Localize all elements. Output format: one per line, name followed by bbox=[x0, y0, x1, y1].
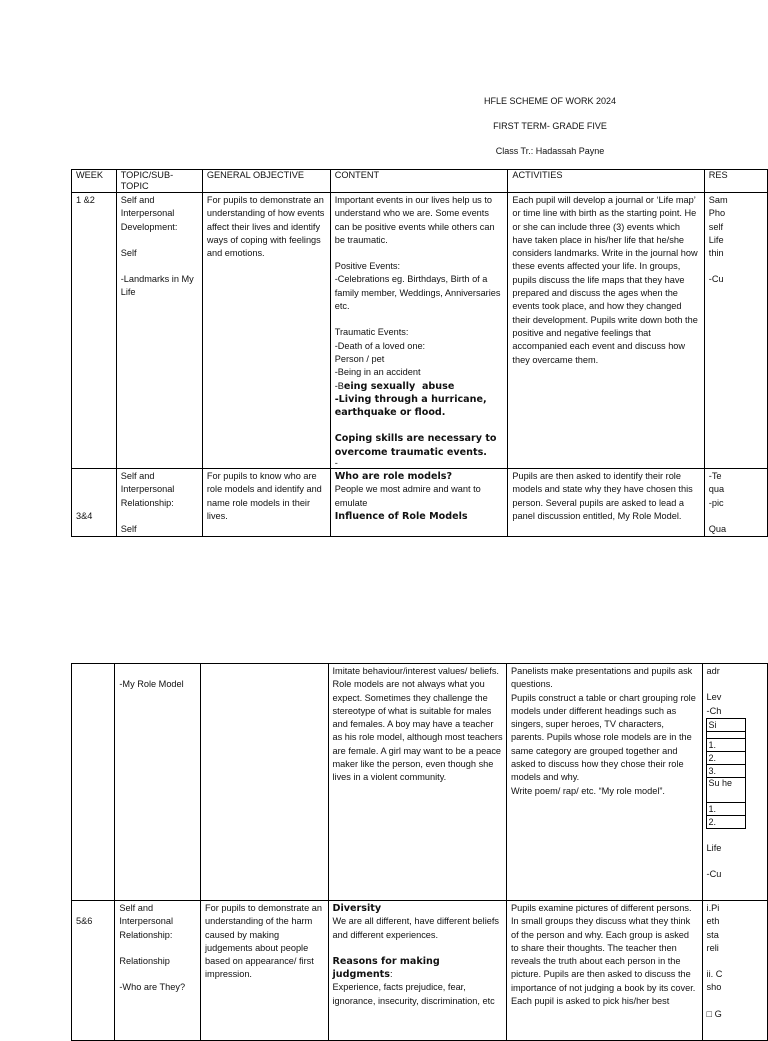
resources-cell bbox=[702, 901, 767, 1041]
topic-cell bbox=[116, 469, 202, 537]
mini-cell: 2. bbox=[706, 751, 745, 764]
traumatic-events-heading: Traumatic Events: bbox=[334, 327, 409, 338]
resource-line: sho bbox=[706, 982, 722, 993]
traumatic-item: -Death of a loved one: bbox=[334, 340, 426, 351]
mini-cell: 1. bbox=[706, 802, 745, 815]
resource-line: sta bbox=[706, 929, 719, 940]
role-model-activities: Panelists make presentations and pupils ask questions. Pupils construct a table or chart grouping role models under different headings such as singers, super heroes, TV characters, parents. Pupils whose role models are in the same category are grouped together and asked to discuss how they chose their role models and why. Write poem/ rap/ etc. “My role model”. bbox=[510, 666, 696, 796]
judgments-heading: Reasons for making judgments bbox=[332, 955, 444, 981]
table-row bbox=[72, 469, 768, 537]
traumatic-item: Person / pet bbox=[334, 353, 385, 364]
topic-line: -Landmarks in My Life bbox=[120, 274, 197, 298]
scheme-table-page1 bbox=[71, 169, 768, 537]
resource-line: adr bbox=[706, 666, 720, 676]
resources-cell bbox=[702, 664, 767, 901]
resource-line: -Cu bbox=[708, 274, 724, 285]
role-model-content: Imitate behaviour/interest values/ beliefs. Role models are not always what you expect. Sometimes they challenge the stereotype of what is suitable for males and females. A boy may have a teacher as his role model, although most teachers are female. A girl may want to be a peace maker like the person, even though she lives in a violent community. bbox=[332, 666, 503, 783]
activities-cell bbox=[506, 664, 702, 901]
topic-line: -Who are They? bbox=[119, 982, 186, 993]
week-cell bbox=[72, 901, 115, 1041]
col-header-topic: TOPIC/SUB-TOPIC bbox=[116, 170, 202, 193]
resource-line: thin bbox=[708, 248, 724, 259]
resource-line: -pic bbox=[708, 497, 724, 508]
mini-cell: 2. bbox=[706, 815, 745, 828]
traumatic-item: -Living through a hurricane, earthquake or flood. bbox=[334, 393, 490, 419]
resource-line: ii. C bbox=[706, 969, 723, 980]
resource-line: Life bbox=[708, 234, 724, 245]
week-label: 5&6 bbox=[76, 916, 93, 926]
traumatic-item bbox=[335, 380, 505, 393]
col-header-activities: ACTIVITIES bbox=[508, 170, 704, 193]
col-header-resources: RES bbox=[704, 170, 767, 193]
content-cell bbox=[330, 193, 508, 469]
week-cell: 1 &2 bbox=[72, 193, 117, 469]
activities-cell: Pupils are then asked to identify their role models and state why they have chosen this person. Several pupils are asked to lead a panel discussion entitled, My Role Model. bbox=[508, 469, 704, 537]
activities-cell bbox=[506, 901, 702, 1041]
topic-line: Self bbox=[120, 523, 137, 534]
topic-line: -My Role Model bbox=[119, 679, 184, 689]
objective-cell: For pupils to demonstrate an understanding of how events affect their lives and identify ways of coping with feelings and emotions. bbox=[202, 193, 330, 469]
week-label: 3&4 bbox=[76, 510, 93, 521]
col-header-week: WEEK bbox=[72, 170, 117, 193]
resource-line: Sam bbox=[708, 195, 728, 205]
judgments-text: Experience, facts prejudice, fear, ignorance, insecurity, discrimination, etc bbox=[332, 982, 495, 1006]
topic-line: Self bbox=[120, 247, 137, 258]
content-dash: - bbox=[334, 458, 338, 469]
mini-cell: Si bbox=[706, 718, 745, 731]
resource-line: self bbox=[708, 221, 724, 232]
objective-cell: For pupils to demonstrate an understanding of the harm caused by making judgements about people based on appearance/ first impression. bbox=[201, 901, 328, 1041]
resource-line: -Cu bbox=[706, 869, 722, 880]
resources-cell bbox=[704, 469, 767, 537]
resource-line: Qua bbox=[708, 523, 727, 534]
role-models-heading: Who are role models? bbox=[334, 471, 453, 482]
resource-line: reli bbox=[706, 942, 719, 953]
table-row bbox=[72, 901, 768, 1041]
traumatic-item-prefix: -B bbox=[334, 380, 344, 391]
resource-line: □ G bbox=[706, 1008, 722, 1019]
week-cell bbox=[72, 664, 115, 901]
table-row bbox=[72, 664, 768, 901]
positive-events-heading: Positive Events: bbox=[334, 261, 401, 272]
resource-line: qua bbox=[708, 484, 725, 495]
objective-cell bbox=[201, 664, 328, 901]
document-title: HFLE SCHEME OF WORK 2024 bbox=[483, 96, 617, 106]
diversity-heading: Diversity bbox=[332, 903, 382, 914]
activities-cell: Each pupil will develop a journal or ‘Life map’ or time line with birth as the starting point. He or she can include three (3) events which have taken place in his/her life that he/she considers landmarks. Write in the journal how these events affected your life. In groups, pupils discuss the life maps that they have prepared and discuss the ages when the events took place, and how they changed their development. Pupils write down both the positive and negative feelings that accompanied each event and discuss how they overcame them. bbox=[508, 193, 704, 469]
col-header-content: CONTENT bbox=[330, 170, 508, 193]
topic-line: Self and Interpersonal Relationship: bbox=[119, 903, 176, 940]
topic-line: Self and Interpersonal Development: bbox=[120, 195, 178, 232]
traumatic-item: -Being in an accident bbox=[334, 367, 421, 378]
content-cell bbox=[328, 664, 506, 901]
resource-line: -Te bbox=[708, 471, 722, 481]
resource-line: Life bbox=[706, 842, 722, 853]
resource-line: Pho bbox=[708, 208, 726, 219]
influence-heading: Influence of Role Models bbox=[334, 510, 468, 522]
coping-skills-text: Coping skills are necessary to overcome traumatic events. bbox=[334, 433, 500, 458]
resource-mini-table bbox=[706, 718, 746, 829]
teacher-line: Class Tr.: Hadassah Payne bbox=[495, 146, 605, 156]
mini-cell: 3. bbox=[706, 764, 745, 777]
topic-line: Self and Interpersonal Relationship: bbox=[120, 471, 177, 508]
resource-line: eth bbox=[706, 916, 720, 927]
resource-line: i.Pi bbox=[706, 903, 720, 913]
positive-events-text: -Celebrations eg. Birthdays, Birth of a family member, Weddings, Anniversaries etc. bbox=[334, 274, 504, 312]
resource-line: -Ch bbox=[706, 705, 722, 716]
table-header-row bbox=[72, 170, 768, 193]
resource-line: Lev bbox=[706, 692, 722, 703]
role-models-text: People we most admire and want to emulate bbox=[334, 484, 484, 508]
objective-cell: For pupils to know who are role models and identify and name role models in their lives. bbox=[202, 469, 330, 537]
topic-cell bbox=[115, 901, 201, 1041]
week-cell bbox=[72, 469, 117, 537]
traumatic-item-bold: eing sexually abuse bbox=[343, 380, 455, 392]
mini-cell: 1. bbox=[706, 738, 745, 751]
mini-cell bbox=[706, 731, 745, 738]
term-subtitle: FIRST TERM- GRADE FIVE bbox=[493, 121, 607, 131]
judgments-heading-line bbox=[333, 955, 503, 982]
content-cell bbox=[328, 901, 506, 1041]
table-row bbox=[72, 193, 768, 469]
content-intro: Important events in our lives help us to understand who we are. Some events can be positive events while others can be traumatic. bbox=[334, 195, 498, 245]
topic-line: Relationship bbox=[119, 955, 170, 966]
scheme-table-page2 bbox=[71, 663, 768, 1041]
topic-cell bbox=[116, 193, 202, 469]
topic-cell bbox=[115, 664, 201, 901]
diversity-activities: Pupils examine pictures of different persons. In small groups they discuss what they think of the person and why. Each group is asked to share their thoughts. The teacher then reveals the truth about each person in the picture. Pupils are then asked to discuss the importance of not judging a book by its cover. Each pupil is asked to pick his/her best bbox=[510, 903, 696, 1007]
judgments-heading-suffix: : bbox=[389, 969, 393, 980]
mini-cell: Su he bbox=[706, 777, 745, 802]
diversity-text: We are all different, have different beliefs and different experiences. bbox=[332, 916, 502, 940]
col-header-objective: GENERAL OBJECTIVE bbox=[202, 170, 330, 193]
content-cell bbox=[330, 469, 508, 537]
resources-cell bbox=[704, 193, 767, 469]
